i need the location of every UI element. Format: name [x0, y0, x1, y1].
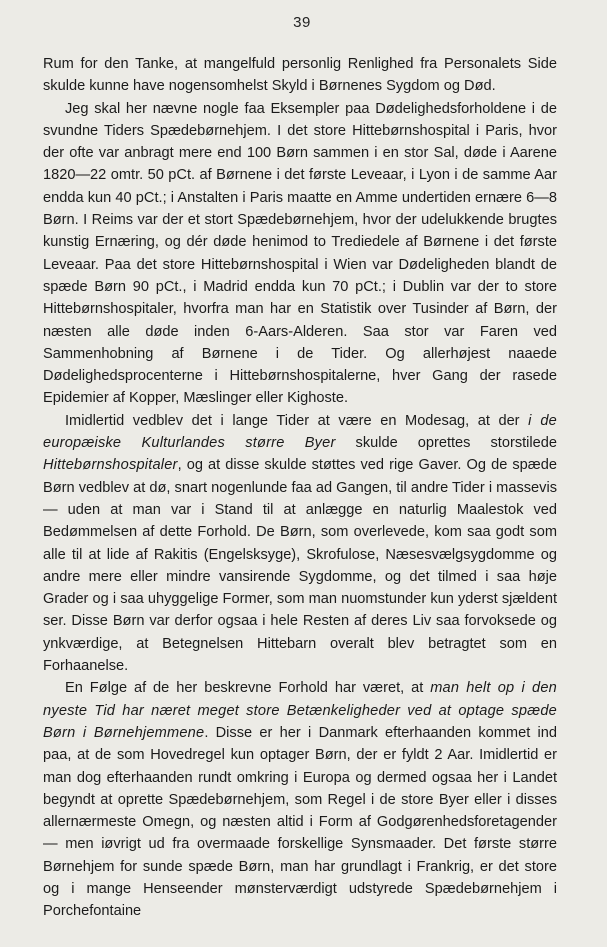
italic-text: Hittebørnshospitaler [43, 457, 178, 474]
body-text [43, 53, 557, 923]
paragraph [43, 410, 557, 678]
italic-text: man helt op i den nyeste Tid har næret meget store Betænkeligheder ved at optage spæde Børn i Børnehjemmene [43, 680, 557, 741]
paragraph [43, 53, 557, 98]
text-run: Jeg skal her nævne nogle faa Eksempler paa Dødelighedsforholdene i de svundne Tiders Spædebørnehjem. I det store Hittebørnshospital i Paris, hvor der ofte var anbragt mere end 100 Børn sammen i en stor Sal, døde i Aarene 1820—22 omtr. 50 pCt. af Børnene i det første Leveaar, i Lyon i de samme Aar endda kun 40 pCt.; i Anstalten i Paris maatte en Amme undertiden ernære 6—8 Børn. I Reims var der et stort Spædebørnehjem, hvor der udelukkende brugtes kunstig Ernæring, og dér døde henimod to Trediedele af Børnene i det første Leveaar. Paa det store Hittebørnshospital i Wien var Dødeligheden blandt de spæde Børn 90 pCt., i Madrid endda kun 70 pCt.; i Dublin var der to store Hittebørnshospitaler, hvorfra man har en Statistik over Tusinder af Børn, der næsten alle døde inden 6-Aars-Alderen. Saa stor var Faren ved Sammenhobning af Børnene i de Tider. Og allerhøjest naaede Dødelighedsprocenterne i Hittebørnshospitalerne, hver Gang der rasede Epidemier af Kopper, Mæslinger eller Kighoste. [43, 100, 557, 407]
text-run: Imidlertid vedblev det i lange Tider at være en Modesag, at der [65, 412, 529, 429]
text-run: skulde oprettes storstilede [335, 435, 557, 452]
page-number: 39 [293, 14, 311, 31]
paragraph [43, 677, 557, 922]
text-run: En Følge af de her beskrevne Forhold har været, at [65, 680, 431, 697]
paragraph [43, 98, 557, 410]
text-run: , og at disse skulde støttes ved rige Gaver. Og de spæde Børn vedblev at dø, snart nogenlunde faa ad Gangen, til andre Tider i massevis — uden at man var i Stand til at anlægge en naturlig Maalestok ved Bedømmelsen af dette Forhold. De Børn, som overlevede, kom saa godt som alle til at lide af Rakitis (Engelsksyge), Skrofulose, Næsesvælgsygdomme og andre mere eller mindre vansirende Sygdomme, og det tilmed i saa høje Grader og i saa uhyggelige Former, som man nuomstunder kun yderst sjældent ser. Disse Børn var derfor ogsaa i hele Resten af deres Liv saa forvoksede og ynkværdige, at Betegnelsen Hittebarn overalt blev betragtet som en Forhaanelse. [43, 457, 557, 675]
italic-text: i de europæiske Kulturlandes større Byer [43, 412, 557, 452]
text-run: . Disse er her i Danmark efterhaanden kommet ind paa, at de som Hovedregel kun optager Børn, der er fyldt 2 Aar. Imidlertid er man dog efterhaanden rundt omkring i Europa og dermed ogsaa her i Landet begyndt at oprette Spædebørnehjem, som Regel i de store Byer eller i disses allernærmeste Omegn, og næsten altid i Form af Godgørenhedsforetagender — men iøvrigt ud fra overmaade forskellige Synsmaader. Det første større Børnehjem for sunde spæde Børn, man har grundlagt i Frankrig, er det store og i mange Henseender mønsterværdigt udstyrede Spædebørnehjem i Porchefontaine [43, 724, 557, 920]
text-run: Rum for den Tanke, at mangelfuld personlig Renlighed fra Personalets Side skulde kunne have nogensomhelst Skyld i Børnenes Sygdom og Død. [43, 56, 557, 95]
